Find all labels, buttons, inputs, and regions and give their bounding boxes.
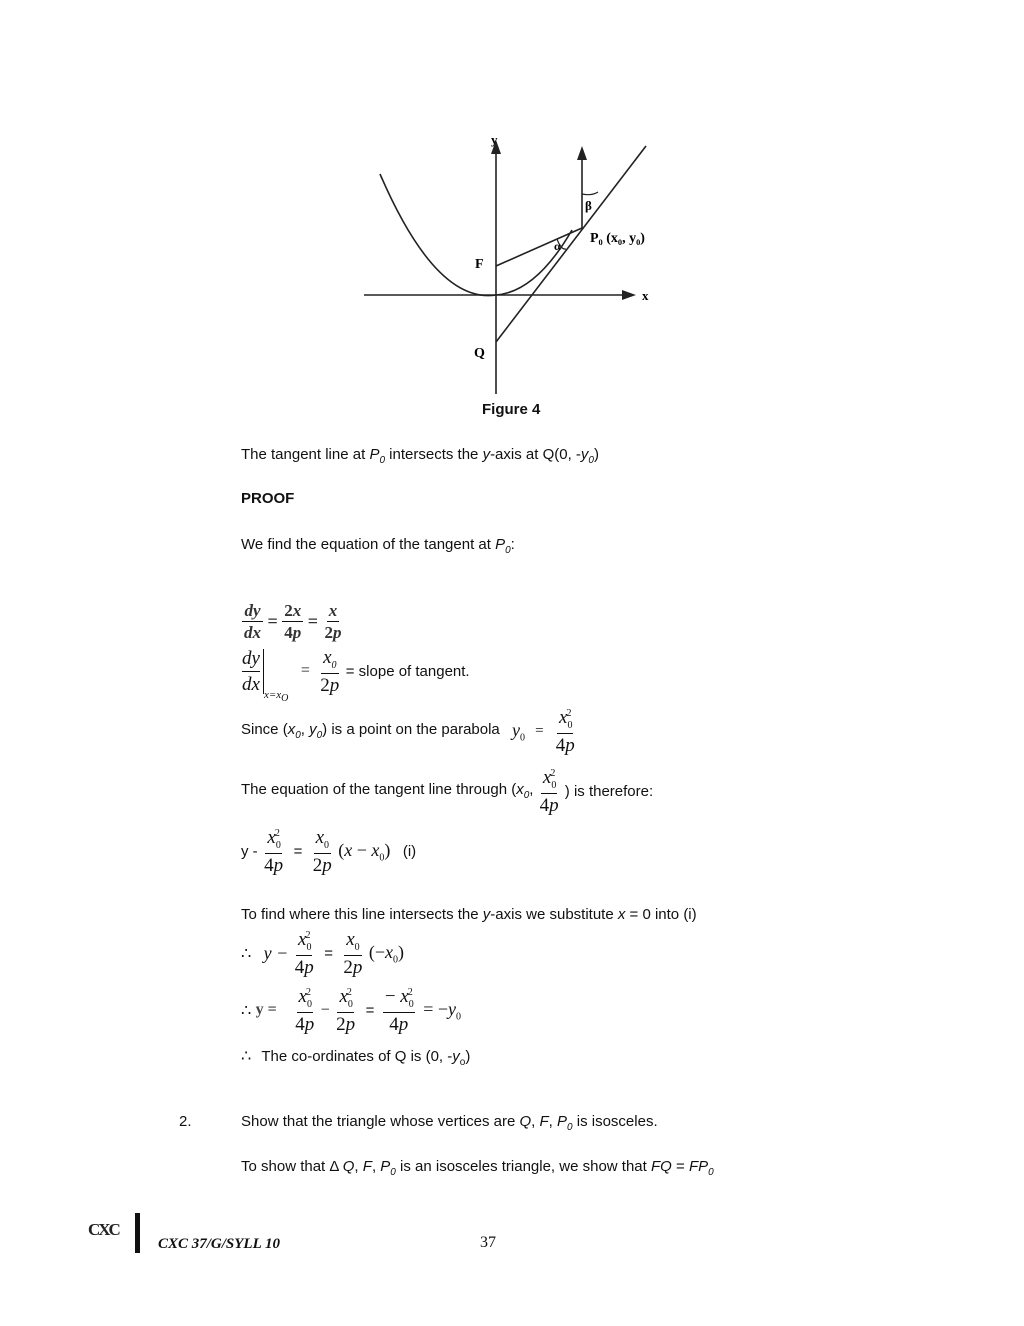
x-axis-arrow (622, 290, 636, 300)
beta-arc (582, 192, 598, 195)
find-intersection-line: To find where this line intersects the y-axis we substitute x = 0 into (i) (241, 906, 697, 923)
since-line: Since ($x_0$, $y_0$) is a point on the parabola $y_0$ = $\frac{x_0^2}{4p}$ (241, 707, 575, 756)
footer-code: CXC 37/G/SYLL 10 (158, 1236, 280, 1252)
proof-heading: PROOF (241, 490, 295, 507)
cxc-logo: CXC (88, 1220, 119, 1239)
intro-line: The tangent line at $P_0$ intersects the y-axis at Q(0, $-y_0$) (241, 446, 599, 466)
focus-label: F (475, 257, 484, 272)
slope-text: = slope of tangent. (345, 662, 470, 680)
footer-divider (135, 1213, 140, 1253)
page-number: 37 (480, 1234, 496, 1251)
find-equation-line: We find the equation of the tangent at $P_0$: (241, 536, 515, 556)
therefore-icon-3: ∴ (241, 1048, 252, 1065)
result-equation: ∴ y = $\frac{x_0^2}{4p}$ − $\frac{x_0^2}{2p}$ = $\frac{- x_0^2}{4p}$ = $-y_0$ (241, 986, 461, 1035)
beta-label: β (585, 198, 592, 213)
q-label: Q (474, 346, 485, 361)
p-point-label: P₀ (x₀, y₀) (590, 231, 645, 246)
y-axis-label: y (491, 132, 498, 147)
item-2-number: 2. (179, 1113, 192, 1130)
tangent-equation-line: The equation of the tangent line through ($x_0$, $\frac{x_0^2}{4p}$ ) is therefore: (241, 767, 654, 816)
item-2-answer: To show that Δ Q, F, $P_0$ is an isosceles triangle, we show that FQ = $FP_0$ (241, 1158, 714, 1178)
vertical-ray-arrow (577, 146, 587, 160)
substitution-equation: ∴ y − $\frac{x_0^2}{4p}$ = $\frac{x_0}{2p}$ $(-x_0)$ (241, 929, 405, 978)
therefore-icon: ∴ (241, 945, 252, 963)
item-2-question: Show that the triangle whose vertices are Q, F, $P_0$ is isosceles. (241, 1113, 658, 1133)
slope-equation: $\frac{dy}{dx}$ $_{x=x_O}$ = $\frac{x_0}{2p}$ = slope of tangent. (242, 647, 470, 704)
parabola-curve (380, 174, 572, 296)
figure-caption: Figure 4 (482, 401, 541, 418)
figure-4-diagram (360, 128, 660, 398)
x-axis-label: x (642, 288, 649, 303)
derivative-equation: $\frac{dy}{dx}$ = $\frac{2x}{4p}$ = $\frac{x}{2p}$ (244, 601, 342, 642)
therefore-icon-2: ∴ (241, 1002, 252, 1020)
alpha-label: α (554, 239, 561, 253)
coordinates-line: ∴ The co-ordinates of Q is (0, $-y_o$) (241, 1048, 471, 1068)
equation-i: y - $\frac{x_0^2}{4p}$ = $\frac{x_0}{2p}$ $(x - x_0)$ (i) (241, 827, 417, 876)
